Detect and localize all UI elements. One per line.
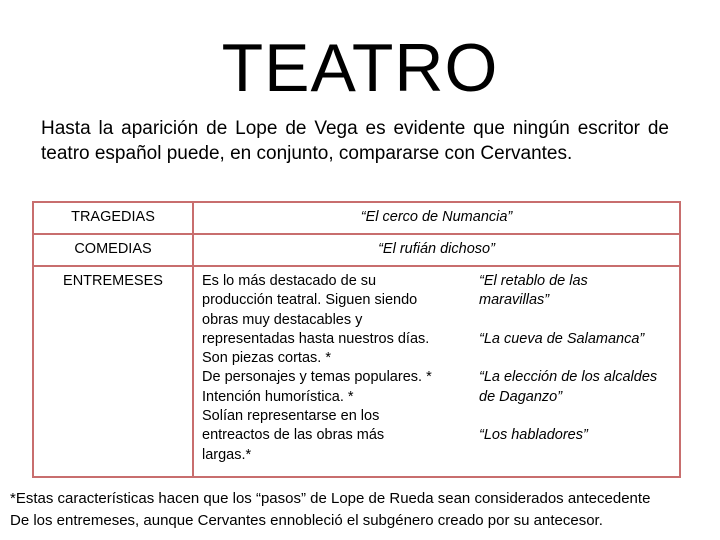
work-line: de Daganzo”	[479, 388, 563, 405]
description-line: De personajes y temas populares. *	[202, 369, 432, 386]
footnote	[10, 488, 715, 531]
works-table	[32, 201, 681, 478]
work-line	[479, 349, 657, 368]
work-title: “El rufián dichoso”	[378, 241, 495, 257]
description-line: Intención humorística. *	[202, 388, 354, 405]
genre-label: ENTREMESES	[63, 273, 163, 289]
genre-label: COMEDIAS	[74, 241, 152, 257]
work-line	[479, 407, 657, 426]
description-line: Es lo más destacado de su	[202, 273, 377, 289]
intro-paragraph: Hasta la aparición de Lope de Vega es evidente que ningún escritor de teatro español puede, en conjunto, compararse con Cervantes.	[41, 118, 669, 164]
work-line: “La elección de los alcaldes	[479, 369, 658, 386]
description-line: Solían representarse en los	[202, 408, 380, 425]
footnote-line: De los entremeses, aunque Cervantes ennobleció el subgénero creado por su antecesor.	[10, 511, 603, 529]
description-line: largas.*	[202, 446, 252, 463]
genre-label: TRAGEDIAS	[71, 209, 155, 225]
work-line: maravillas”	[479, 292, 550, 309]
entremeses-works	[472, 272, 657, 465]
work-line	[479, 311, 657, 330]
table-row-tragedias	[33, 202, 680, 234]
work-line: “La cueva de Salamanca”	[479, 330, 645, 347]
table-row-entremeses	[33, 266, 680, 477]
page-title: TEATRO	[221, 30, 499, 106]
work-line: “El retablo de las	[479, 273, 588, 289]
work-line: “Los habladores”	[479, 427, 588, 444]
footnote-line: *Estas características hacen que los “pasos” de Lope de Rueda sean considerados antecedente	[10, 490, 651, 507]
description-line: entreactos de las obras más	[202, 427, 385, 444]
entremeses-description	[202, 272, 472, 465]
table-row-comedias	[33, 234, 680, 266]
description-line: representadas hasta nuestros días.	[202, 330, 430, 347]
work-title: “El cerco de Numancia”	[360, 209, 513, 225]
description-line: Son piezas cortas. *	[202, 350, 331, 367]
description-line: producción teatral. Siguen siendo	[202, 292, 418, 309]
description-line: obras muy destacables y	[202, 311, 363, 328]
